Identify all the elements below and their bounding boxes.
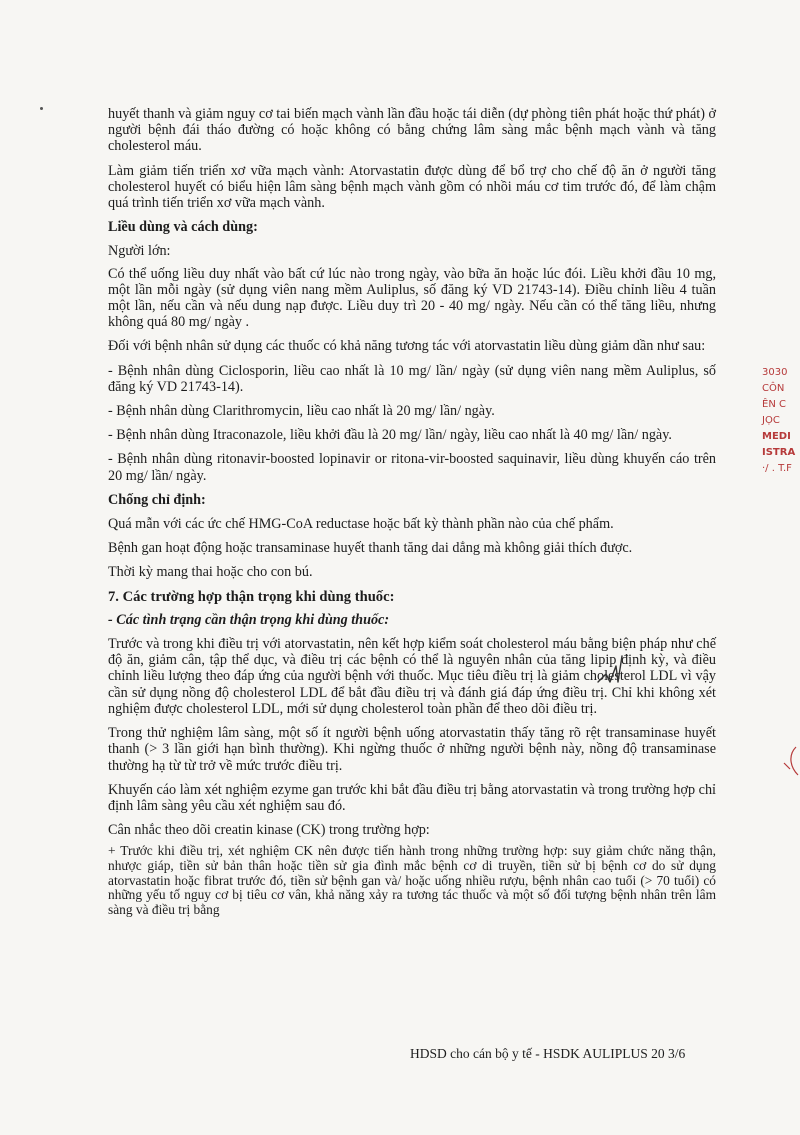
paragraph: - Bệnh nhân dùng Itraconazole, liều khởi đầu là 20 mg/ lần/ ngày, liều cao nhất là 40 mg/ lần/ ngày.	[108, 427, 672, 444]
paragraph: - Bệnh nhân dùng Clarithromycin, liều cao nhất là 20 mg/ lần/ ngày.	[108, 403, 495, 420]
scan-speck	[40, 107, 43, 110]
paragraph: + Trước khi điều trị, xét nghiệm CK nên được tiến hành trong những trường hợp: suy giảm chức năng thận, nhược giáp, tiền sử bản thân hoặc tiền sử gia đình mắc bệnh cơ di truyền, tiền sử bị bệnh cơ do sử dụng atorvastatin hoặc fibrat trước đó, tiền sử bệnh gan và/ hoặc uống nhiều rượu, bệnh nhân cao tuổi (> 70 tuổi) có những yếu tố nguy cơ bị tiêu cơ vân, khả năng xảy ra tương tác thuốc và một số đối tượng bệnh nhân trên lâm sàng và điều trị bằng	[108, 843, 716, 917]
stamp-fragment: MEDI	[762, 431, 791, 442]
paragraph: Khuyến cáo làm xét nghiệm ezyme gan trước khi bắt đầu điều trị bằng atorvastatin và trong trường hợp chỉ định lâm sàng yêu cầu xét nghiệm sau đó.	[108, 781, 716, 814]
paragraph: Thời kỳ mang thai hoặc cho con bú.	[108, 564, 313, 581]
section-heading-contraindications: Chống chỉ định:	[108, 491, 206, 508]
paragraph: Bệnh gan hoạt động hoặc transaminase huyết thanh tăng dai dẳng mà không giải thích được.	[108, 540, 633, 557]
paragraph: Đối với bệnh nhân sử dụng các thuốc có khả năng tương tác với atorvastatin liều dùng giảm dần như sau:	[108, 338, 706, 355]
stamp-fragment: CÔN	[762, 383, 785, 394]
paragraph: Quá mẫn với các ức chế HMG-CoA reductase hoặc bất kỳ thành phần nào của chế phẩm.	[108, 516, 614, 533]
paragraph: huyết thanh và giảm nguy cơ tai biến mạch vành lần đầu hoặc tái diễn (dự phòng tiên phát hoặc thứ phát) ở người bệnh đái tháo đường có hoặc không có bằng chứng lâm sàng mắc bệnh mạch vành và tăng cholesterol máu.	[108, 106, 716, 155]
document-body	[108, 106, 716, 925]
paragraph: Làm giảm tiến triển xơ vữa mạch vành: Atorvastatin được dùng để bổ trợ cho chế độ ăn ở người tăng cholesterol huyết có biểu hiện lâm sàng bệnh mạch vành gồm có nhồi máu cơ tim trước đó, để làm chậm quá trình tiến triển xơ vữa mạch vành.	[108, 162, 716, 212]
partial-stamp	[762, 365, 800, 525]
signature-mark	[592, 652, 632, 692]
paragraph: Có thể uống liều duy nhất vào bất cứ lúc nào trong ngày, vào bữa ăn hoặc lúc đói. Liều khởi đầu 10 mg, một lần mỗi ngày (sử dụng viên nang mềm Auliplus, số đăng ký VD 21743-14). Điều chỉnh liều 4 tuần một lần, nếu cần và nếu dung nạp được. Liều duy trì 20 - 40 mg/ ngày. Nếu cần có thể tăng liều, nhưng không quá 80 mg/ ngày .	[108, 265, 716, 331]
stamp-fragment: 3030	[762, 367, 788, 378]
stamp-fragment: ·/ . T.F	[762, 463, 792, 474]
page-footer: HDSD cho cán bộ y tế - HSDK AULIPLUS 20 3/6	[410, 1046, 686, 1061]
paragraph: Trong thử nghiệm lâm sàng, một số ít người bệnh uống atorvastatin thấy tăng rõ rệt transaminase huyết thanh (> 3 lần giới hạn bình thường). Khi ngừng thuốc ở những người bệnh này, nồng độ transaminase thường hạ từ từ trở về mức trước điều trị.	[108, 725, 716, 774]
stamp-fragment: ISTRA	[762, 447, 796, 458]
paragraph: Người lớn:	[108, 243, 171, 260]
section-heading-dosage: Liều dùng và cách dùng:	[108, 219, 258, 236]
stamp-fragment: JỌC	[762, 415, 780, 426]
stamp-fragment: ÊN C	[762, 399, 786, 410]
section-heading-7: 7. Các trường hợp thận trọng khi dùng thuốc:	[108, 588, 395, 605]
paragraph: - Bệnh nhân dùng Ciclosporin, liều cao nhất là 10 mg/ lần/ ngày (sử dụng viên nang mềm Auliplus, số đăng ký VD 21743-14).	[108, 362, 716, 395]
stamp-edge-mark	[778, 745, 800, 785]
paragraph: Trước và trong khi điều trị với atorvastatin, nên kết hợp kiểm soát cholesterol máu bằng biện pháp như chế độ ăn, giảm cân, tập thể dục, và điều trị các bệnh có thể là nguyên nhân của tăng lipip định kỳ, và điều chỉnh liều lượng theo đáp ứng của người bệnh với thuốc. Mục tiêu điều trị là giảm cholesterol LDL vì vậy cần sử dụng nồng độ cholesterol LDL để bắt đầu điều trị và đánh giá đáp ứng điều trị. Chỉ khi không xét nghiệm được cholesterol LDL, mới sử dụng cholesterol toàn phần để theo dõi điều trị.	[108, 636, 716, 717]
paragraph: - Bệnh nhân dùng ritonavir-boosted lopinavir or ritona-vir-boosted saquinavir, liều dùng khuyến cáo trên 20 mg/ lần/ ngày.	[108, 451, 716, 484]
subsection-heading: - Các tình trạng cần thận trọng khi dùng thuốc:	[108, 611, 390, 628]
paragraph: Cân nhắc theo dõi creatin kinase (CK) trong trường hợp:	[108, 822, 430, 839]
